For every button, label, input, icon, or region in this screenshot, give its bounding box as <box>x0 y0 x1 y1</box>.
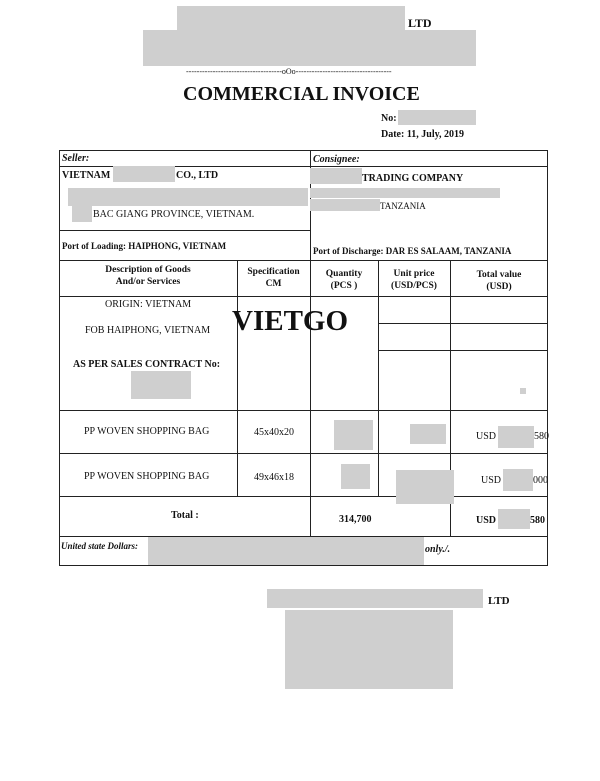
redacted-invoice-no <box>398 110 476 125</box>
row-line-e <box>59 496 548 497</box>
consignee-label: Consignee: <box>313 154 360 165</box>
seller-name-suffix: CO., LTD <box>176 170 219 181</box>
redacted-row1-price <box>410 424 446 444</box>
redacted-consignee-name <box>310 168 362 184</box>
header-description: Description of Goods And/or Services <box>105 265 191 287</box>
redacted-seller-address-2 <box>72 206 92 222</box>
seller-port-line <box>59 230 310 231</box>
invoice-no-label: No: <box>381 113 397 124</box>
vietgo-watermark: VIETGO <box>232 305 349 337</box>
redacted-contract-no <box>131 371 191 399</box>
origin-text: ORIGIN: VIETNAM <box>105 299 192 310</box>
redacted-company-address <box>143 30 476 66</box>
col-line-3 <box>378 260 379 496</box>
amount-words-label: United state Dollars: <box>61 541 139 551</box>
redacted-row1-total <box>498 426 534 448</box>
redacted-consignee-address-2 <box>310 199 380 211</box>
port-of-discharge: Port of Discharge: DAR ES SALAAM, TANZANIA <box>313 246 512 256</box>
invoice-date: Date: 11, July, 2019 <box>381 129 465 140</box>
row1-usd: USD <box>476 431 497 442</box>
row1-description: PP WOVEN SHOPPING BAG <box>84 426 210 437</box>
header-quantity: Quantity (PCS ) <box>325 269 363 291</box>
redacted-signatory-company <box>267 589 483 608</box>
redacted-row1-qty <box>334 420 373 450</box>
fob-text: FOB HAIPHONG, VIETNAM <box>85 325 211 336</box>
separator-line: ------------------------------------oOo------------------------------------ <box>186 67 392 76</box>
seller-name-prefix: VIETNAM <box>62 170 111 181</box>
row2-description: PP WOVEN SHOPPING BAG <box>84 471 210 482</box>
amount-words-end: only./. <box>425 544 451 555</box>
company-suffix: LTD <box>408 16 432 30</box>
row-line-d <box>59 453 548 454</box>
header-unit-price: Unit price (USD/PCS) <box>391 269 437 291</box>
table-top-line <box>59 260 548 261</box>
col-line-2 <box>310 260 311 536</box>
row2-usd: USD <box>481 475 502 486</box>
total-value-tail: 580 <box>530 515 545 526</box>
redacted-row2-price <box>396 470 454 504</box>
row-line-b <box>378 350 548 351</box>
redacted-row2-qty <box>341 464 370 489</box>
total-label: Total : <box>171 510 199 521</box>
row-line-c <box>59 410 548 411</box>
row2-spec: 49x46x18 <box>254 472 294 483</box>
table-header-line <box>59 296 548 297</box>
redacted-seller-address <box>68 188 308 206</box>
redacted-mark <box>520 388 526 394</box>
seller-address: BAC GIANG PROVINCE, VIETNAM. <box>93 209 255 220</box>
row1-spec: 45x40x20 <box>254 427 294 438</box>
redacted-company-name <box>177 6 405 30</box>
redacted-consignee-address <box>310 188 500 198</box>
contract-text: AS PER SALES CONTRACT No: <box>73 359 221 370</box>
consignee-country: TANZANIA <box>380 201 426 211</box>
col-line-1 <box>237 260 238 496</box>
seller-label: Seller: <box>62 153 90 164</box>
row2-total-tail: 000 <box>533 475 548 486</box>
consignee-name-suffix: TRADING COMPANY <box>362 173 464 184</box>
redacted-total-value <box>498 509 530 529</box>
header-total-value: Total value (USD) <box>476 270 522 292</box>
redacted-signature-stamp <box>285 610 453 689</box>
total-usd: USD <box>476 515 497 526</box>
redacted-amount-words <box>148 537 424 565</box>
redacted-seller-name <box>113 166 175 182</box>
total-quantity: 314,700 <box>339 514 372 525</box>
signatory-suffix: LTD <box>488 595 510 607</box>
header-specification: Specification CM <box>247 267 300 289</box>
row1-total-tail: 580 <box>534 431 549 442</box>
row-line-a <box>378 323 548 324</box>
port-of-loading: Port of Loading: HAIPHONG, VIETNAM <box>62 241 227 251</box>
redacted-row2-total <box>503 469 533 491</box>
document-title: COMMERCIAL INVOICE <box>183 83 420 105</box>
